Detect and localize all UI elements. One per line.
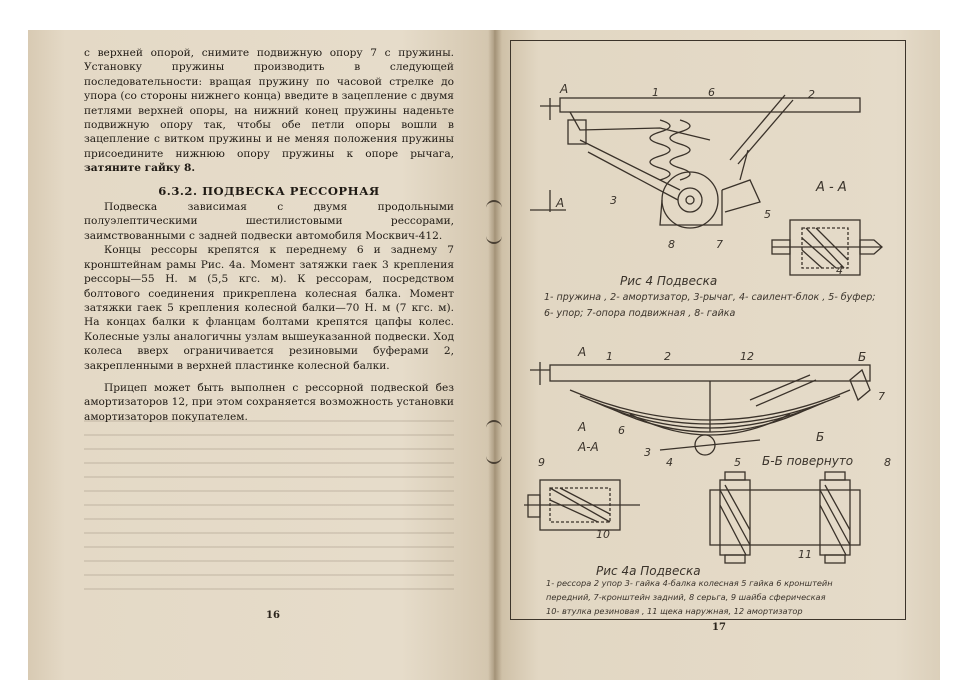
fig4-label-4: 4: [836, 264, 843, 277]
staple-bottom: [486, 420, 502, 464]
fig4a-label-6: 6: [618, 424, 625, 437]
fig4-label-1: 1: [652, 86, 659, 99]
fig4a-label-10: 10: [596, 528, 610, 541]
show-through-text: [84, 420, 454, 590]
fig4a-label-1: 1: [606, 350, 613, 363]
fig4a-legend-line1: 1- рессора 2 упор 3- гайка 4-балка колесная 5 гайка 6 кронштейн: [546, 578, 833, 588]
fig4-label-6: 6: [708, 86, 715, 99]
fig4a-caption: Рис 4а Подвеска: [596, 564, 701, 578]
fig4a-label-b-top: Б: [858, 350, 867, 364]
fig4-section-label: А - А: [816, 180, 847, 195]
paragraph-3: Концы рессоры крепятся к переднему 6 и заднему 7 кронштейнам рамы Рис. 4а. Момент затяжки гаек 3 крепления рессоры—55 Н. м (5,5 кгс. м). К рессорам, посредством болтового соединения прикреплена колесная балка. Момент затяжки гаек 5 крепления колесной балки—70 Н. м (7 кгс. м). На концах балки к фланцам болтами крепятся цапфы колес. Колесные узлы аналогичны узлам вышеуказанной подвески. Ход колеса вверх ограничивается резиновыми буферами 2, закрепленными в верхней пластинке колесной балки.: [84, 244, 454, 372]
section-heading: 6.3.2. ПОДВЕСКА РЕССОРНАЯ: [158, 183, 380, 198]
fig4a-section-aa: А-А: [578, 440, 599, 454]
fig4-caption: Рис 4 Подвеска: [620, 274, 718, 288]
paragraph-1: с верхней опорой, снимите подвижную опору 7 с пружины. Установку пружины производить в следующей последовательности: вращая пружину по часовой стрелке до упора (со стороны нижнего конца) введите в зацепление с двумя петлями верхней опоры, на нижний конец пружины наденьте подвижную опору так, чтобы обе петли опоры вошли в зацепление с витком пружины и не меняя положения пружины присоедините нижнюю опору пружины к опоре рычага, затяните гайку 8.: [84, 47, 454, 175]
fig4a-label-a-top: А: [578, 345, 587, 359]
fig4-legend-line2: 6- упор; 7-опора подвижная , 8- гайка: [544, 308, 736, 319]
fig4a-label-12: 12: [740, 350, 754, 363]
fig4-label-7: 7: [716, 238, 723, 251]
fig4a-label-7: 7: [878, 390, 885, 403]
fig4a-label-a-bottom: А: [578, 420, 587, 434]
fig4a-legend-line2: передний, 7-кронштейн задний, 8 серьга, 9 шайба сферическая: [546, 592, 826, 602]
fig4a-label-8: 8: [884, 456, 891, 469]
fig4a-section-bb: Б-Б повернуто: [762, 454, 854, 468]
fig4a-label-b-bottom: Б: [816, 430, 825, 444]
page-number-left: 16: [266, 610, 280, 621]
staple-top: [486, 200, 502, 244]
fig4-label-a-top: А: [560, 82, 569, 96]
fig4-label-8: 8: [668, 238, 675, 251]
page-number-right: 17: [712, 622, 726, 633]
fig4a-legend-line3: 10- втулка резиновая , 11 щека наружная, 12 амортизатор: [546, 606, 803, 616]
book-gutter: [488, 30, 502, 680]
fig4a-label-11: 11: [798, 548, 812, 561]
suspension-drawings: [510, 40, 904, 618]
left-page-text: [84, 46, 454, 424]
paragraph-1-bold-tail: затяните гайку 8.: [84, 162, 196, 175]
paragraph-4: Прицеп может быть выполнен с рессорной подвеской без амортизаторов 12, при этом сохраняется возможность установки амортизаторов покупателем.: [84, 381, 454, 423]
fig4-label-5: 5: [764, 208, 771, 221]
fig4a-label-5: 5: [734, 456, 741, 469]
paragraph-2: Подвеска зависимая с двумя продольными полуэлептическими шестилистовыми рессорами, заимствованными с задней подвески автомобиля Москвич-412.: [84, 201, 454, 242]
fig4a-label-2: 2: [664, 350, 671, 363]
fig4-label-3: 3: [610, 194, 617, 207]
fig4a-label-9: 9: [538, 456, 545, 469]
fig4a-label-4: 4: [666, 456, 673, 469]
fig4a-label-3: 3: [644, 446, 651, 459]
fig4-legend-line1: 1- пружина , 2- амортизатор, 3-рычаг, 4- саилент-блок , 5- буфер;: [544, 292, 876, 303]
fig4-label-2: 2: [808, 88, 815, 101]
fig4-label-a-bottom: А: [556, 196, 565, 210]
